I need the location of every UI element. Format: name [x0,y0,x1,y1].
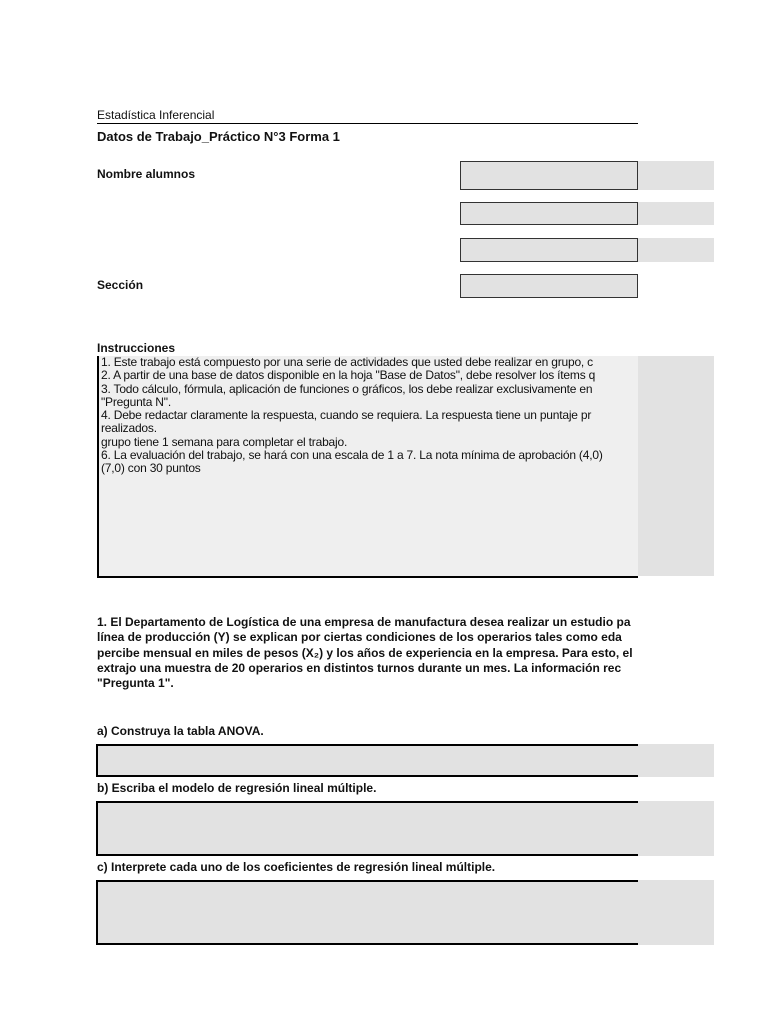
question-b-label: b) Escriba el modelo de regresión lineal múltiple. [97,781,377,795]
question-line: línea de producción (Y) se explican por ciertas condiciones de los operarios tales como eda [97,630,622,645]
question-c-label: c) Interprete cada uno de los coeficientes de regresión lineal múltiple. [97,860,496,874]
instruction-line: 2. A partir de una base de datos disponible en la hoja "Base de Datos", debe resolver los ítems q [101,368,596,383]
instruction-line: grupo tiene 1 semana para completar el trabajo. [101,434,348,449]
student-name-field-3[interactable] [460,238,638,262]
section-label: Sección [97,278,144,292]
cell-extension [638,202,714,225]
cell-extension [638,238,714,262]
answer-a-field[interactable] [96,744,638,777]
cell-extension [638,744,714,777]
cell-extension [638,161,714,190]
instructions-title: Instrucciones [97,341,176,355]
question-line: 1. El Departamento de Logística de una empresa de manufactura desea realizar un estudio pa [97,615,631,629]
instruction-line: 6. La evaluación del trabajo, se hará con una escala de 1 a 7. La nota mínima de aprobación (4,0) [101,448,603,463]
course-title: Estadística Inferencial [97,108,638,124]
instruction-line: 3. Todo cálculo, fórmula, aplicación de funciones o gráficos, los debe realizar exclusivamente en [101,381,593,396]
instructions-box [97,356,638,578]
question-a-label: a) Construya la tabla ANOVA. [97,724,264,738]
cell-extension [638,801,714,856]
student-name-field-2[interactable] [460,202,638,225]
student-name-field-1[interactable] [460,161,638,190]
section-field[interactable] [460,274,638,298]
question-1-text [97,615,638,691]
cell-extension [638,356,714,576]
cell-extension [638,880,714,945]
question-line: "Pregunta 1". [97,676,174,691]
answer-c-field[interactable] [96,880,638,945]
question-line: extrajo una muestra de 20 operarios en distintos turnos durante un mes. La información rec [97,660,622,675]
answer-b-field[interactable] [96,801,638,856]
instruction-line: (7,0) con 30 puntos [101,461,201,476]
question-line: percibe mensual en miles de pesos (X₂) y los años de experiencia en la empresa. Para esto, el [97,645,633,660]
instruction-line: 1. Este trabajo está compuesto por una serie de actividades que usted debe realizar en grupo, c [101,356,593,369]
instruction-line: realizados. [101,421,157,436]
students-label: Nombre alumnos [97,167,196,181]
instruction-line: "Pregunta N". [101,394,171,409]
page-title: Datos de Trabajo_Práctico N°3 Forma 1 [97,129,340,144]
instruction-line: 4. Debe redactar claramente la respuesta, cuando se requiera. La respuesta tiene un puntaje pr [101,408,592,423]
